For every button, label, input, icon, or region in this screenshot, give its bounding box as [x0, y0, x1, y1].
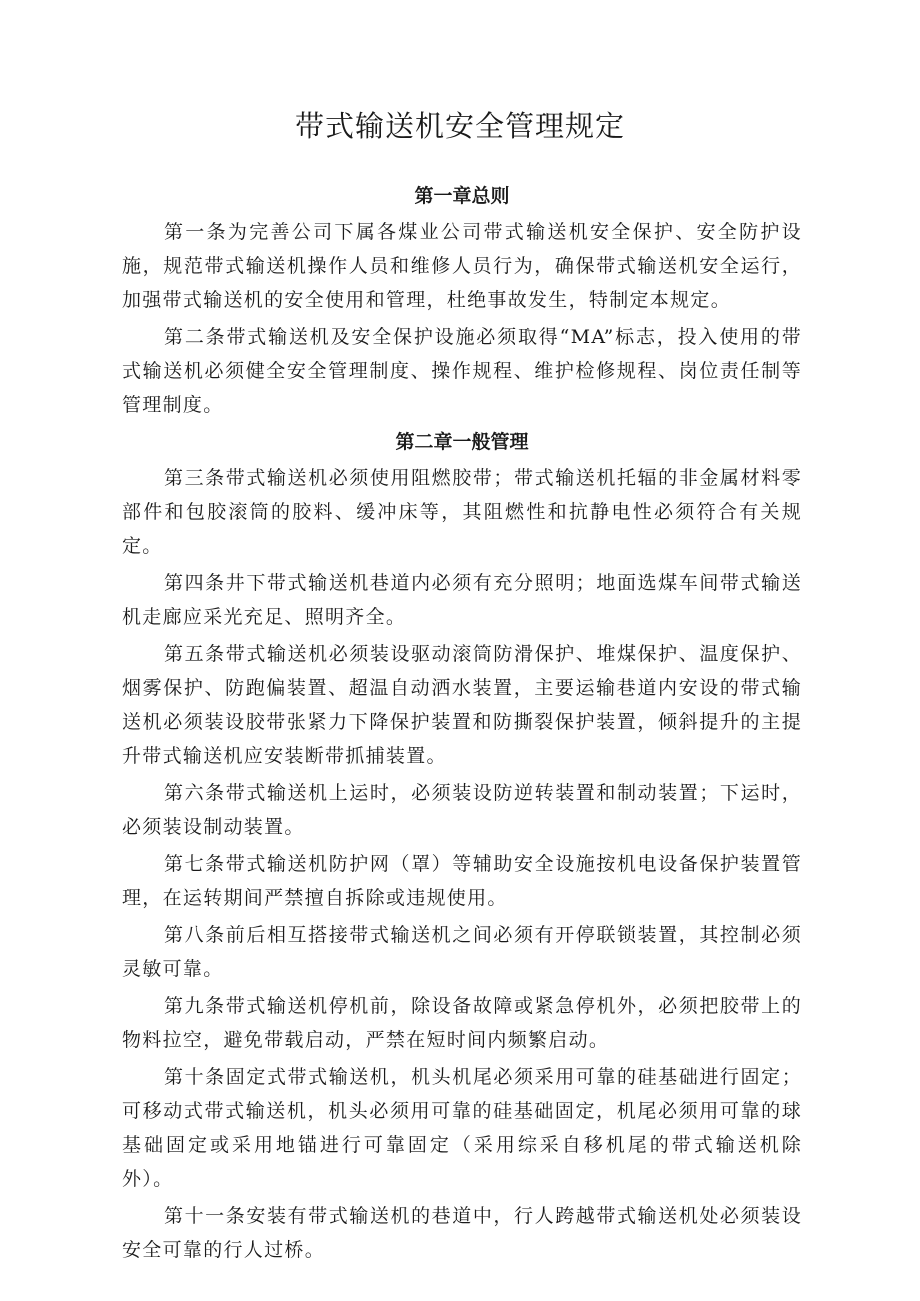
- article-7: 第七条带式输送机防护网（罩）等辅助安全设施按机电设备保护装置管理，在运转期间严禁擅自拆除或违规使用。: [122, 853, 802, 909]
- article-11: 第十一条安装有带式输送机的巷道中，行人跨越带式输送机处必须装设安全可靠的行人过桥。: [122, 1205, 802, 1261]
- article-10: 第十条固定式带式输送机，机头机尾必须采用可靠的硅基础进行固定；可移动式带式输送机，机头必须用可靠的硅基础固定，机尾必须用可靠的球基础固定或采用地锚进行可靠固定（采用综采自移机尾的带式输送机除外）。: [122, 1066, 802, 1190]
- article-8: 第八条前后相互搭接带式输送机之间必须有开停联锁装置，其控制必须灵敏可靠。: [122, 924, 802, 980]
- chapter-2-heading: 第二章一般管理: [395, 431, 529, 453]
- article-1: 第一条为完善公司下属各煤业公司带式输送机安全保护、安全防护设施，规范带式输送机操作人员和维修人员行为，确保带式输送机安全运行，加强带式输送机的安全使用和管理，杜绝事故发生，特制定本规定。: [122, 221, 802, 311]
- article-3: 第三条带式输送机必须使用阻燃胶带；带式输送机托辐的非金属材料零部件和包胶滚筒的胶料、缓冲床等，其阻燃性和抗静电性必须符合有关规定。: [122, 467, 802, 557]
- article-4: 第四条井下带式输送机巷道内必须有充分照明；地面选煤车间带式输送机走廊应采光充足、照明齐全。: [122, 572, 802, 628]
- chapter-1-heading: 第一章总则: [414, 185, 510, 207]
- article-2: 第二条带式输送机及安全保护设施必须取得“MA”标志，投入使用的带式输送机必须健全安全管理制度、操作规程、维护检修规程、岗位责任制等管理制度。: [122, 326, 802, 416]
- document-title: 带式输送机安全管理规定: [294, 109, 625, 143]
- document-body: [122, 180, 802, 1270]
- article-9: 第九条带式输送机停机前，除设备故障或紧急停机外，必须把胶带上的物料拉空，避免带载启动，严禁在短时间内频繁启动。: [122, 995, 802, 1051]
- article-6: 第六条带式输送机上运时，必须装设防逆转装置和制动装置；下运时，必须装设制动装置。: [122, 782, 802, 838]
- article-5: 第五条带式输送机必须装设驱动滚筒防滑保护、堆煤保护、温度保护、烟雾保护、防跑偏装置、超温自动洒水装置，主要运输巷道内安设的带式输送机必须装设胶带张紧力下降保护装置和防撕裂保护装置，倾斜提升的主提升带式输送机应安装断带抓捕装置。: [122, 643, 802, 767]
